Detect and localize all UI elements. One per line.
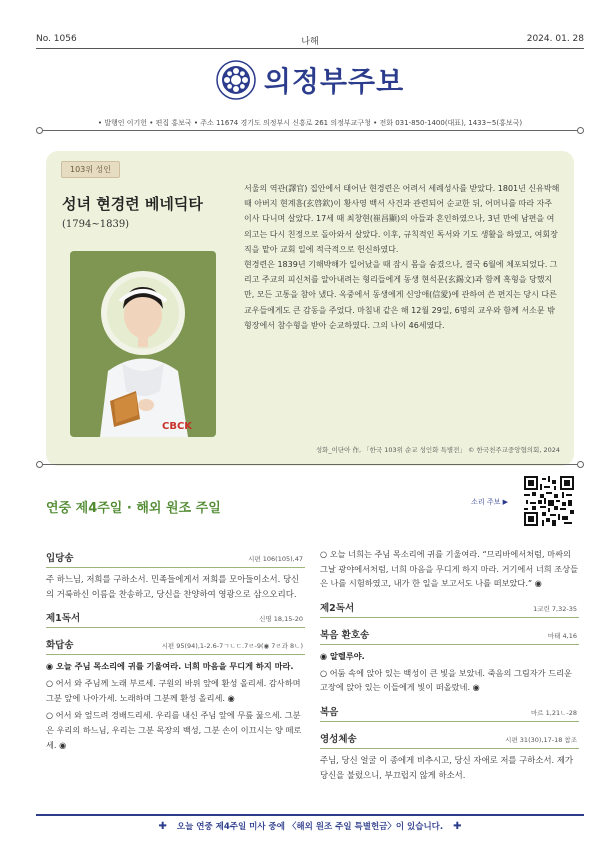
artwork-credit: 성화_이단아 作, 「한국 103위 순교 성인화 특별전」 © 한국천주교중앙협의회, 2024 <box>315 446 560 454</box>
saint-years: (1794~1839) <box>62 219 130 230</box>
section-title: 복음 환호송 <box>320 629 370 641</box>
footer-text: 오늘 연중 제4주일 미사 중에 〈해외 원조 주일 특별헌금〉이 있습니다. <box>176 822 444 832</box>
communion-antiphon <box>320 728 579 782</box>
saint-paragraph: 현경련은 1839년 기해박해가 일어났을 때 잠시 몸을 숨겼으나, 결국 6월에 체포되었다. 그리고 주교의 피신처를 알아내려는 형리들에게 동생 현석문(玄錫文)과 함께 혹형을 당했지만, 모든 고통을 참아 냈다. 옥중에서 동생에게 신앙애(信愛)에 관하여 쓴 편지는 당시 다른 교우들에게도 큰 감동을 주었다. 마침내 같은 해 12월 29일, 6명의 교우와 함께 서소문 밖 형장에서 참수형을 받아 순교하였다. 그의 나이 46세였다. <box>244 260 558 330</box>
entrance-text: 주 하느님, 저희를 구하소서. 민족들에게서 저희를 모아들이소서. 당신의 거룩하신 이름을 찬송하고, 당신을 찬양하여 영광으로 삼으오리다. <box>46 574 300 599</box>
saint-paragraph: 서울의 역관(譯官) 집안에서 태어난 현경련은 어려서 세례성사를 받았다. 1801년 신유박해 때 아버지 현계흠(玄啓欽)이 황사영 백서 사건과 관련되어 순교한 뒤, 어머니를 따라 자주 이사 다니며 살았다. 17세 때 최창현(崔昌顯)의 아들과 혼인하였으나, 3년 만에 남편을 여의고는 다시 친정으로 돌아와서 살았다. 이후, 규칙적인 독서와 기도 생활을 하였고, 여회장직을 맡아 교회 일에 적극적으로 헌신하였다. <box>244 184 560 254</box>
portrait-watermark: CBCK <box>162 421 193 432</box>
qr-code-icon[interactable] <box>524 476 574 526</box>
section-title: 제1독서 <box>46 613 81 625</box>
footer-notice <box>36 820 584 832</box>
psalm-continued <box>320 547 579 591</box>
issue-number: No. 1056 <box>36 34 77 44</box>
first-reading <box>46 607 305 628</box>
psalm-response: ◉ 오늘 주님 목소리에 귀를 기울여라. 너희 마음을 무디게 하지 마라. <box>46 661 294 672</box>
footer-divider <box>36 814 584 816</box>
section-ref: 시편 106(105),47 <box>248 555 303 563</box>
liturgical-year: 나해 <box>301 37 319 47</box>
bulletin-page <box>36 28 584 840</box>
section-ref: 신명 18,15-20 <box>259 615 303 624</box>
psalm-verse: ○ 어서 와 엎드려 경배드리세. 우리를 내신 주님 앞에 무릎 꿇으세. 그분은 우리의 하느님, 우리는 그분 목장의 백성, 그분 손이 이끄시는 양 떼로세. ◉ <box>46 710 302 750</box>
gospel-acclamation <box>320 624 579 695</box>
gospel <box>320 701 579 722</box>
section-title: 제2독서 <box>320 602 355 614</box>
masthead-rule <box>36 126 584 136</box>
saint-portrait <box>70 251 216 437</box>
publisher-info: • 발행인 이기헌 • 편집 홍보국 • 주소 11674 경기도 의정부시 신흥로 261 의정부교구청 • 전화 031-850-1400(대표), 1433~5(홍보국) <box>97 119 523 127</box>
diocese-seal-icon <box>216 60 256 100</box>
psalm-verse: ○ 오늘 너희는 주님 목소리에 귀를 기울여라. “므리바에서처럼, 마싸의 그날 광야에서처럼, 너희 마음을 무디게 하지 마라. 거기에서 너희 조상들은 나를 시험하였고, 내가 한 일을 보고서도 나를 떠보았다.” ◉ <box>320 549 578 589</box>
acclamation-response: ◉ 알렐루야. <box>320 650 365 661</box>
section-title: 영성체송 <box>320 733 357 745</box>
section-ref: 1코린 7,32-35 <box>533 604 577 613</box>
saint-feature-box <box>46 151 574 466</box>
entrance-antiphon <box>46 547 305 601</box>
section-title: 화답송 <box>46 640 74 652</box>
masthead <box>36 54 584 110</box>
psalm-verse: ○ 어서 와 주님께 노래 부르세. 구원의 바위 앞에 환성 올리세. 감사하며 그분 앞에 나아가세. 노래하며 그분께 환성 올리세. ◉ <box>46 678 301 703</box>
section-rule <box>36 460 584 470</box>
section-ref: 마태 4,16 <box>547 631 577 640</box>
section-title: 복음 <box>320 706 339 718</box>
communion-text: 주님, 당신 얼굴 이 종에게 비추시고, 당신 자애로 저를 구하소서. 제가 당신을 불렀으니, 부끄럽지 않게 하소서. <box>320 754 574 780</box>
responsorial-psalm <box>46 634 305 752</box>
section-ref: 시편 95(94),1-2.6-7ㄱㄴㄷ.7ㄹ-9(◉ 7ㄹ과 8ㄴ) <box>161 642 303 651</box>
left-column <box>46 547 305 758</box>
section-title: 입당송 <box>46 553 74 564</box>
audio-bulletin-link[interactable]: 소리 주보 ▶ <box>471 498 508 506</box>
section-ref: 시편 31(30),17-18 참조 <box>505 735 577 744</box>
cross-icon: ✚ <box>453 821 462 832</box>
saint-biography <box>244 181 562 333</box>
section-ref: 마르 1,21ㄴ-28 <box>531 708 577 717</box>
second-reading <box>320 597 579 618</box>
right-column <box>320 547 579 788</box>
sunday-title: 연중 제4주일 · 해외 원조 주일 <box>46 501 221 516</box>
cross-icon: ✚ <box>158 821 167 832</box>
saint-tag: 103위 성인 <box>61 161 120 178</box>
acclamation-verse: ○ 어둠 속에 앉아 있는 백성이 큰 빛을 보았네. 죽음의 그림자가 드리운 고장에 앉아 있는 이들에게 빛이 떠올랐네. ◉ <box>320 667 572 693</box>
masthead-title: 의정부주보 <box>263 65 405 98</box>
issue-date: 2024. 01. 28 <box>526 34 584 44</box>
top-bar <box>36 28 584 48</box>
top-divider <box>36 48 584 49</box>
saint-name: 성녀 현경련 베네딕타 <box>62 195 203 213</box>
